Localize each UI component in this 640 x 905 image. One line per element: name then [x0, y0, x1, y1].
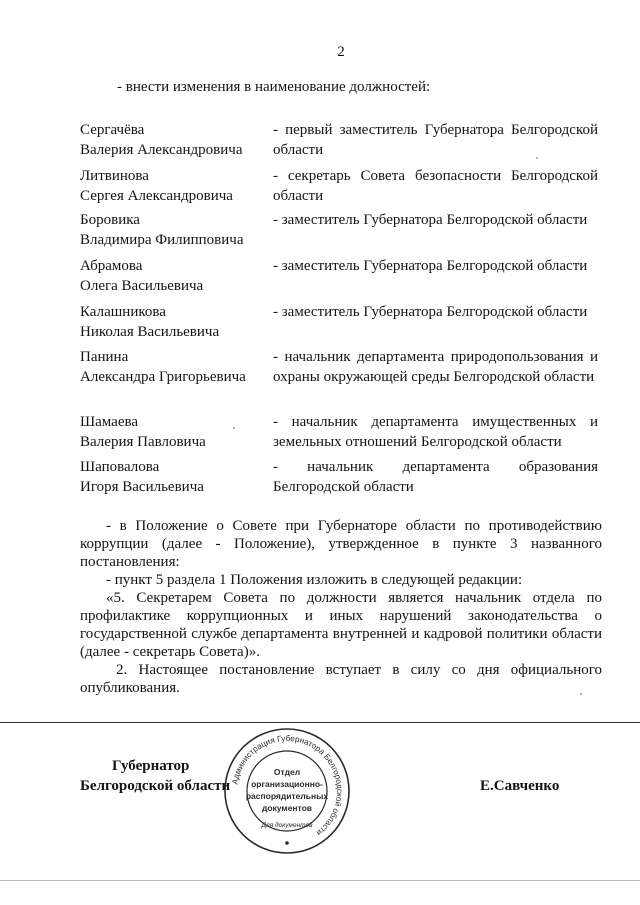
person-name [80, 302, 265, 342]
person-name [80, 120, 265, 160]
paragraph-amendment: - в Положение о Совете при Губернаторе области по противодействию коррупции (далее - Положение), утвержденное в пункте 3 названного постановления: [80, 518, 602, 570]
intro-line: - внести изменения в наименование должностей: [117, 79, 431, 95]
position-title: - заместитель Губернатора Белгородской области [273, 212, 588, 228]
signatory-name: Е.Савченко [480, 778, 560, 794]
signatory-title: Губернатор [112, 758, 190, 774]
stamp-star-icon [285, 841, 289, 845]
given-names: Владимира Филипповича [80, 232, 244, 248]
scan-edge-line [0, 880, 640, 881]
surname: Боровика [80, 212, 140, 228]
stamp-outer-text: Администрация Губернатора Белгородской области [230, 733, 345, 838]
stamp-line-2: организационно- [251, 779, 323, 789]
person-name [80, 412, 265, 452]
scan-speck [580, 693, 582, 695]
separator-line [0, 722, 640, 723]
given-names: Игоря Васильевича [80, 479, 204, 495]
given-names: Сергея Александровича [80, 188, 233, 204]
surname: Сергачёва [80, 122, 145, 138]
person-name [80, 166, 265, 206]
given-names: Николая Васильевича [80, 324, 220, 340]
person-name [80, 256, 265, 296]
surname: Шаповалова [80, 459, 160, 475]
surname: Шамаева [80, 414, 139, 430]
position-title: - первый заместитель Губернатора Белгородской области [273, 122, 598, 158]
stamp-line-4: документов [261, 803, 313, 813]
signatory-region: Белгородской области [80, 778, 231, 794]
given-names: Валерия Павловича [80, 434, 206, 450]
person-name [80, 210, 265, 250]
paragraph-clause: - пункт 5 раздела 1 Положения изложить в следующей редакции: [106, 572, 523, 588]
surname: Абрамова [80, 258, 143, 274]
stamp-bottom-text: Для документов [261, 822, 313, 829]
scan-speck [233, 427, 235, 429]
position-title: - начальник департамента имущественных и земельных отношений Белгородской области [273, 414, 598, 450]
person-name [80, 347, 265, 387]
given-names: Александра Григорьевича [80, 369, 246, 385]
given-names: Олега Васильевича [80, 278, 204, 294]
surname: Литвинова [80, 168, 149, 184]
page-number: 2 [337, 44, 345, 60]
given-names: Валерия Александровича [80, 142, 243, 158]
stamp-line-1: Отдел [273, 767, 301, 777]
position-title: - секретарь Совета безопасности Белгородской области [273, 168, 598, 204]
scan-speck [536, 157, 538, 159]
position-title: - начальник департамента образования Белгородской области [273, 459, 598, 495]
person-name [80, 457, 265, 497]
position-title: - начальник департамента природопользования и охраны окружающей среды Белгородской области [273, 349, 598, 385]
stamp-line-3: распорядительных [245, 791, 329, 801]
surname: Калашникова [80, 304, 166, 320]
official-stamp [222, 726, 352, 856]
position-title: - заместитель Губернатора Белгородской области [273, 304, 588, 320]
paragraph-effective: 2. Настоящее постановление вступает в силу со дня официального опубликования. [80, 662, 602, 696]
position-title: - заместитель Губернатора Белгородской области [273, 258, 588, 274]
paragraph-quote: «5. Секретарем Совета по должности является начальник отдела по профилактике коррупционных и иных нарушений законодательства о государственной службе департамента внутренней и кадровой политики области (далее - секретарь Совета)». [80, 590, 602, 660]
regulation-text [80, 517, 602, 697]
surname: Панина [80, 349, 129, 365]
